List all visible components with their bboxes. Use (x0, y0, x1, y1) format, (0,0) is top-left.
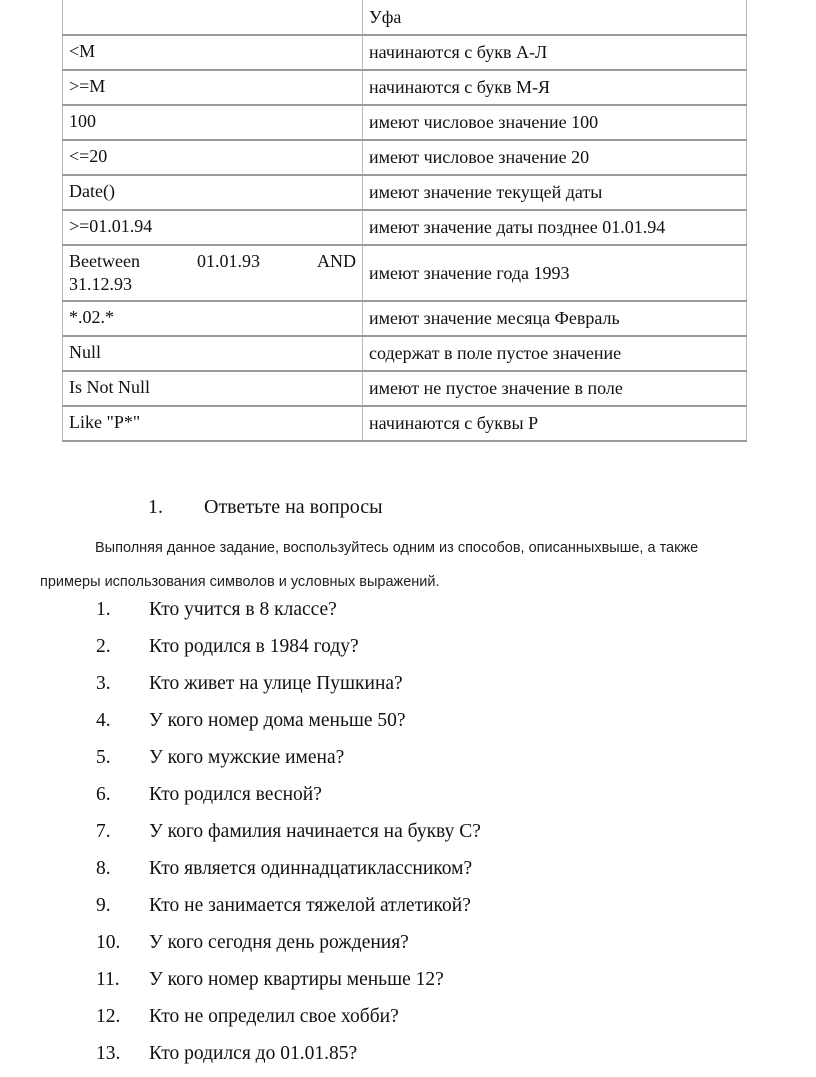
question-number: 2. (96, 636, 111, 657)
list-item (96, 1003, 481, 1040)
list-item (96, 781, 481, 818)
question-number: 3. (96, 673, 111, 694)
meaning-cell: имеют значение даты позднее 01.01.94 (363, 210, 747, 245)
table-row (63, 140, 747, 175)
list-item (96, 966, 481, 1003)
section-number: 1. (148, 496, 163, 518)
list-item (96, 1040, 481, 1077)
question-text: Кто родился весной? (149, 784, 322, 805)
list-item (96, 670, 481, 707)
questions-list (96, 596, 481, 1077)
question-text: Кто является одиннадцатиклассником? (149, 858, 473, 879)
question-number: 9. (96, 895, 111, 916)
condition-cell: >=М (63, 70, 363, 105)
question-number: 6. (96, 784, 111, 805)
question-number: 4. (96, 710, 111, 731)
question-text: У кого номер дома меньше 50? (149, 710, 406, 731)
table-row (63, 245, 747, 301)
meaning-cell: имеют числовое значение 100 (363, 105, 747, 140)
condition-cell (63, 0, 363, 35)
list-item (96, 855, 481, 892)
list-item (96, 929, 481, 966)
question-text: Кто не занимается тяжелой атлетикой? (149, 895, 471, 916)
condition-cell: 100 (63, 105, 363, 140)
meaning-cell: имеют числовое значение 20 (363, 140, 747, 175)
meaning-cell: содержат в поле пустое значение (363, 336, 747, 371)
list-item (96, 633, 481, 670)
table-row (63, 35, 747, 70)
question-number: 7. (96, 821, 111, 842)
table-row (63, 371, 747, 406)
question-number: 11. (96, 969, 120, 990)
question-number: 12. (96, 1006, 121, 1027)
condition-cell: <М (63, 35, 363, 70)
question-number: 8. (96, 858, 111, 879)
condition-word: Beetween (69, 251, 140, 271)
table-row (63, 336, 747, 371)
paragraph-line-1: Выполняя данное задание, воспользуйтесь одним из способов, описанныхвыше, а также (95, 540, 699, 556)
table-row (63, 0, 747, 35)
instructions-paragraph (40, 531, 760, 599)
table-row (63, 210, 747, 245)
paragraph-line-2: примеры использования символов и условных выражений. (40, 574, 440, 590)
question-number: 10. (96, 932, 121, 953)
table-row (63, 301, 747, 336)
condition-cell: Null (63, 336, 363, 371)
meaning-cell: начинаются с буквы Р (363, 406, 747, 441)
table-row (63, 70, 747, 105)
condition-cell: Is Not Null (63, 371, 363, 406)
condition-line-2: 31.12.93 (69, 274, 132, 294)
list-item (96, 744, 481, 781)
question-text: Кто не определил свое хобби? (149, 1006, 399, 1027)
list-item (96, 707, 481, 744)
meaning-cell: имеют значение текущей даты (363, 175, 747, 210)
meaning-cell: имеют не пустое значение в поле (363, 371, 747, 406)
question-text: Кто родился до 01.01.85? (149, 1043, 358, 1064)
table-row (63, 105, 747, 140)
condition-cell: >=01.01.94 (63, 210, 363, 245)
condition-word: 01.01.93 (196, 251, 260, 271)
section-title: Ответьте на вопросы (204, 496, 383, 518)
criteria-table (62, 0, 747, 442)
section-heading (148, 496, 383, 519)
question-text: У кого сегодня день рождения? (149, 932, 409, 953)
meaning-cell: имеют значение года 1993 (363, 245, 747, 301)
condition-line-1 (69, 250, 356, 273)
question-text: Кто учится в 8 классе? (149, 599, 337, 620)
meaning-cell: имеют значение месяца Февраль (363, 301, 747, 336)
question-text: У кого фамилия начинается на букву С? (149, 821, 481, 842)
list-item (96, 892, 481, 929)
condition-cell: <=20 (63, 140, 363, 175)
question-text: У кого номер квартиры меньше 12? (149, 969, 444, 990)
question-text: У кого мужские имена? (149, 747, 345, 768)
table-row (63, 406, 747, 441)
condition-word: AND (317, 251, 356, 271)
question-number: 13. (96, 1043, 121, 1064)
table-row (63, 175, 747, 210)
meaning-cell: Уфа (363, 0, 747, 35)
question-number: 1. (96, 599, 111, 620)
condition-cell: Like "Р*" (63, 406, 363, 441)
list-item (96, 596, 481, 633)
condition-cell (63, 245, 363, 301)
condition-cell: *.02.* (63, 301, 363, 336)
list-item (96, 818, 481, 855)
meaning-cell: начинаются с букв М-Я (363, 70, 747, 105)
condition-cell: Date() (63, 175, 363, 210)
question-number: 5. (96, 747, 111, 768)
question-text: Кто живет на улице Пушкина? (149, 673, 403, 694)
meaning-cell: начинаются с букв А-Л (363, 35, 747, 70)
question-text: Кто родился в 1984 году? (149, 636, 359, 657)
